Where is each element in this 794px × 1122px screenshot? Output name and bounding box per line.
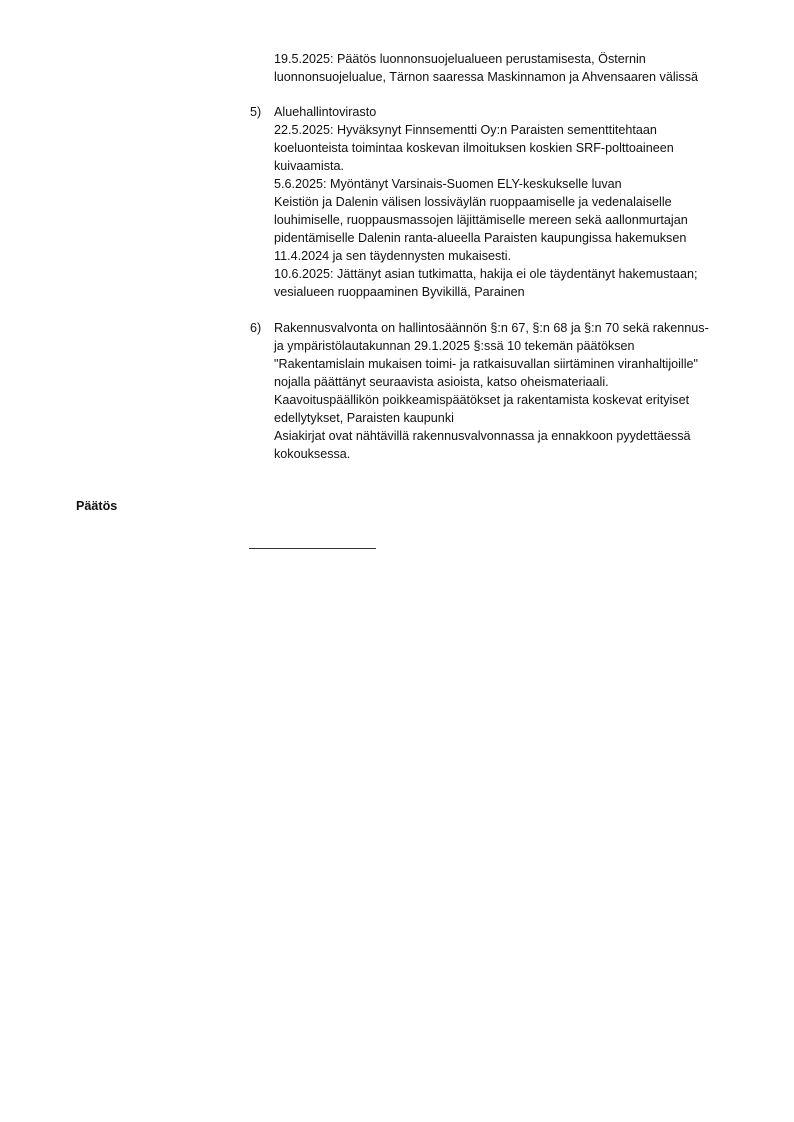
- item-5-line-3: koeluonteista toimintaa koskevan ilmoituksen koskien SRF-polttoaineen: [274, 141, 674, 155]
- item-5-line-2: 22.5.2025: Hyväksynyt Finnsementti Oy:n Paraisten sementtitehtaan: [274, 123, 657, 137]
- item-5-line-10: 10.6.2025: Jättänyt asian tutkimatta, hakija ei ole täydentänyt hakemustaan;: [274, 267, 698, 281]
- item-5-line-6: Keistiön ja Dalenin välisen lossiväylän ruoppaamiselle ja vedenalaiselle: [274, 195, 672, 209]
- item-6-line-3: "Rakentamislain mukaisen toimi- ja ratkaisuvallan siirtäminen viranhaltijoille": [274, 357, 699, 371]
- item-5-line-8: pidentämiselle Dalenin ranta-alueella Paraisten kaupungissa hakemuksen: [274, 231, 687, 245]
- intro-line-2: luonnonsuojelualue, Tärnon saaressa Maskinnamon ja Ahvensaaren välissä: [274, 70, 699, 84]
- item-5-line-7: louhimiselle, ruoppausmassojen läjittämiselle mereen sekä aallonmurtajan: [274, 213, 688, 227]
- item-5-line-4: kuivaamista.: [274, 159, 344, 173]
- item-5-line-1: Aluehallintovirasto: [274, 105, 377, 119]
- item-6-line-2: ja ympäristölautakunnan 29.1.2025 §:ssä 10 tekemän päätöksen: [274, 339, 635, 353]
- item-6-line-5: Kaavoituspäällikön poikkeamispäätökset ja rakentamista koskevat erityiset: [274, 393, 690, 407]
- item-6-line-6: edellytykset, Paraisten kaupunki: [274, 411, 454, 425]
- item-5-line-11: vesialueen ruoppaaminen Byvikillä, Parainen: [274, 285, 525, 299]
- item-6-line-1: Rakennusvalvonta on hallintosäännön §:n 67, §:n 68 ja §:n 70 sekä rakennus-: [274, 321, 709, 335]
- decision-heading: Päätös: [76, 499, 118, 513]
- item-6-line-4: nojalla päättänyt seuraavista asioista, katso oheismateriaali.: [274, 375, 609, 389]
- intro-line-1: 19.5.2025: Päätös luonnonsuojelualueen perustamisesta, Östernin: [274, 52, 646, 66]
- item-6-number: 6): [250, 321, 262, 335]
- item-5-line-5: 5.6.2025: Myöntänyt Varsinais-Suomen ELY-keskukselle luvan: [274, 177, 622, 191]
- item-6-line-7: Asiakirjat ovat nähtävillä rakennusvalvonnassa ja ennakkoon pyydettäessä: [274, 429, 691, 443]
- separator-rule: [249, 548, 376, 549]
- item-5-line-9: 11.4.2024 ja sen täydennysten mukaisesti.: [274, 249, 512, 263]
- item-6-line-8: kokouksessa.: [274, 447, 351, 461]
- item-5-number: 5): [250, 105, 262, 119]
